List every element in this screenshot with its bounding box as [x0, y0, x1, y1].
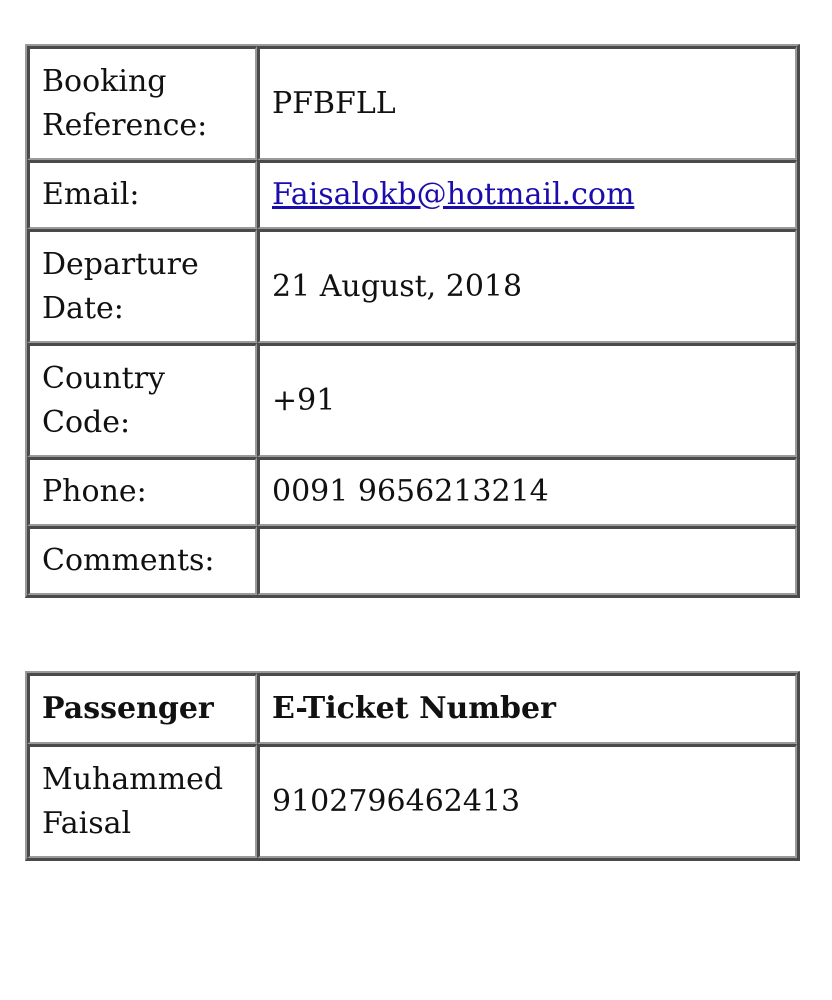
- table-row: [27, 526, 797, 595]
- departure-date-value: 21 August, 2018: [257, 229, 797, 343]
- email-cell: [257, 160, 797, 229]
- ticket-column-header: E-Ticket Number: [257, 673, 797, 744]
- table-row: [27, 457, 797, 526]
- booking-reference-value: PFBFLL: [257, 46, 797, 160]
- passenger-name: Muhammed Faisal: [27, 744, 257, 858]
- comments-label: Comments:: [27, 526, 257, 595]
- departure-date-label: Departure Date:: [27, 229, 257, 343]
- country-code-value: +91: [257, 343, 797, 457]
- phone-value: 0091 9656213214: [257, 457, 797, 526]
- country-code-label: Country Code:: [27, 343, 257, 457]
- table-row: [27, 229, 797, 343]
- email-label: Email:: [27, 160, 257, 229]
- table-header-row: [27, 673, 797, 744]
- booking-details-table: [25, 44, 800, 598]
- passenger-column-header: Passenger: [27, 673, 257, 744]
- table-row: [27, 46, 797, 160]
- email-link[interactable]: Faisalokb@hotmail.com: [272, 177, 635, 212]
- comments-value: [257, 526, 797, 595]
- table-row: [27, 160, 797, 229]
- table-row: [27, 343, 797, 457]
- booking-reference-label: Booking Reference:: [27, 46, 257, 160]
- table-row: [27, 744, 797, 858]
- passenger-table: [25, 671, 800, 861]
- e-ticket-number: 9102796462413: [257, 744, 797, 858]
- phone-label: Phone:: [27, 457, 257, 526]
